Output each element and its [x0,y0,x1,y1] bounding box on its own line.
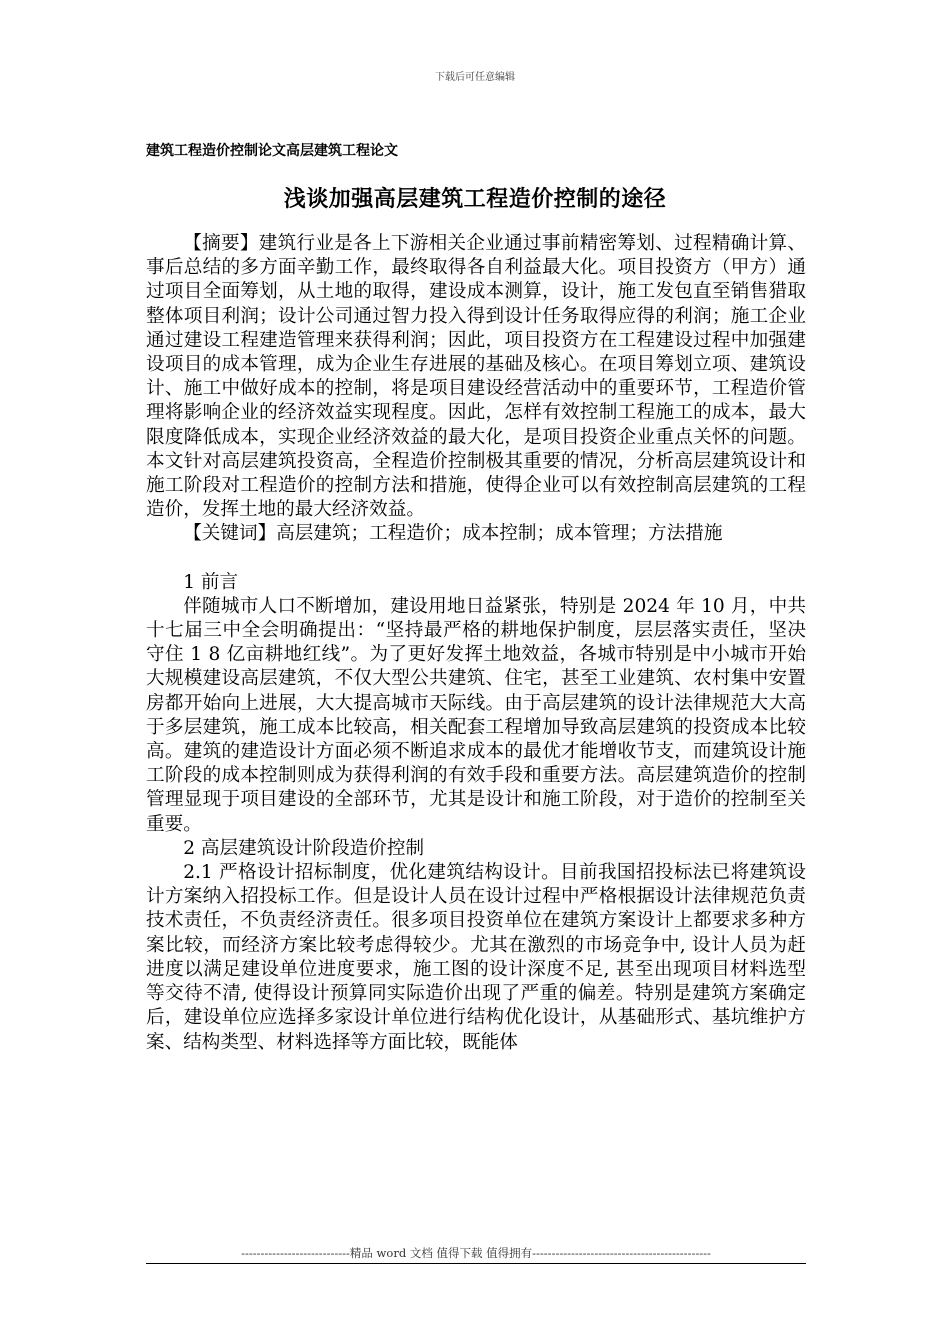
document-body [146,232,806,1055]
header-note: 下载后可任意编辑 [435,72,515,83]
section2-1-paragraph: 2.1 严格设计招标制度，优化建筑结构设计。目前我国招投标法已将建筑设计方案纳入招投标工作。但是设计人员在设计过程中严格根据设计法律规范负责技术责任，不负责经济责任。很多项目投资单位在建筑方案设计上都要求多种方案比较，而经济方案比较考虑得较少。尤其在激烈的市场竞争中, 设计人员为赶进度以满足建设单位进度要求，施工图的设计深度不足, 甚至出现项目材料选型等交待不清, 使得设计预算同实际造价出现了严重的偏差。特别是建筑方案确定后，建设单位应选择多家设计单位进行结构优化设计，从基础形式、基坑维护方案、结构类型、材料选择等方面比较，既能体 [146,862,806,1053]
footer-divider [146,1263,806,1264]
keywords-paragraph: 【关键词】高层建筑；工程造价；成本控制；成本管理；方法措施 [183,523,723,545]
section1-heading: 1 前言 [183,571,239,593]
page-title: 浅谈加强高层建筑工程造价控制的途径 [283,187,667,212]
footer-note: ----------------------------精品 word 文档 值得下载 值得拥有---------------------------------------------- [241,1246,711,1260]
section1-paragraph: 伴随城市人口不断增加，建设用地日益紧张，特别是 2024 年 10 月，中共十七届三中全会明确提出：“坚持最严格的耕地保护制度，层层落实责任，坚决守住 1 8 亿亩耕地红线”。为了更好发挥土地效益，各城市特别是中小城市开始大规模建设高层建筑，不仅大型公共建筑、住宅，甚至工业建筑、农村集中安置房都开始向上进展，大大提高城市天际线。由于高层建筑的设计法律规范大大高于多层建筑，施工成本比较高，相关配套工程增加导致高层建筑的投资成本比较高。建筑的建造设计方面必须不断追求成本的最优才能增收节支，而建筑设计施工阶段的成本控制则成为获得利润的有效手段和重要方法。高层建筑造价的控制管理显现于项目建设的全部环节，尤其是设计和施工阶段，对于造价的控制至关重要。 [146,595,806,835]
section2-heading: 2 高层建筑设计阶段造价控制 [183,837,425,859]
paragraph-gap [146,547,806,571]
abstract-paragraph: 【摘要】建筑行业是各上下游相关企业通过事前精密筹划、过程精确计算、事后总结的多方面辛勤工作，最终取得各自利益最大化。项目投资方（甲方）通过项目全面筹划，从土地的取得，建设成本测算，设计，施工发包直至销售猎取整体项目利润；设计公司通过智力投入得到设计任务取得应得的利润；施工企业通过建设工程建造管理来获得利润；因此，项目投资方在工程建设过程中加强建设项目的成本管理，成为企业生存进展的基础及核心。在项目筹划立项、建筑设计、施工中做好成本的控制，将是项目建设经营活动中的重要环节，工程造价管理将影响企业的经济效益实现程度。因此，怎样有效控制工程施工的成本，最大限度降低成本，实现企业经济效益的最大化，是项目投资企业重点关怀的问题。本文针对高层建筑投资高，全程造价控制极其重要的情况，分析高层建筑设计和施工阶段对工程造价的控制方法和措施，使得企业可以有效控制高层建筑的工程造价，发挥土地的最大经济效益。 [146,233,806,521]
category-line: 建筑工程造价控制论文高层建筑工程论文 [146,143,398,159]
